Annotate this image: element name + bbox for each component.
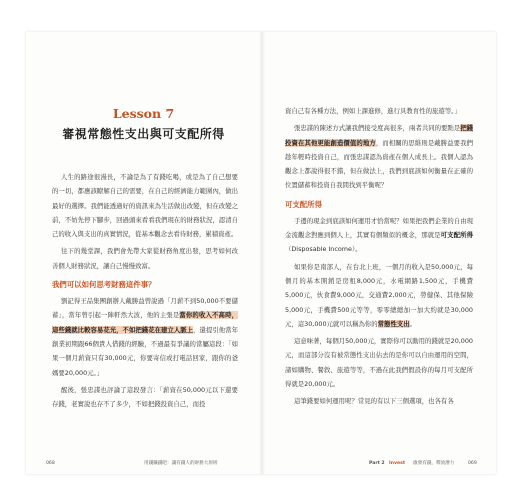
- lesson-number: Lesson 7: [112, 106, 175, 121]
- right-footer-part: Part 2: [369, 461, 385, 466]
- right-footer-invest: Invest: [389, 461, 406, 466]
- body-paragraph-2: 醒後，張忠謀也評論了這段發言：「薪資在50,000元以下還要存錢，老實說也存不了多少，不如把錢投資自己，而投: [52, 385, 238, 409]
- right-footer-title: 啟發有錢，釋放潛力: [413, 461, 455, 466]
- lesson-title: 審視常態性支出與可支配所得: [62, 127, 225, 141]
- intro-paragraph: 人生的路途很漫長，不論是為了有錢吃喝，或是為了自己想要的一切，都應該瞭解自己的需要，在自己的經濟能力範圍內，做出最好的選擇。我們能透過好的資訊來為生活做出改變，但在改變之前，不妨先停下腳步，回過頭來看看我們現在的財務狀況，認清自己的收入與支出的真實情況，從基本觀念去看待財務，累積資產。: [52, 173, 238, 239]
- highlight-text: 常態性支出: [377, 319, 410, 328]
- right-paragraph-5: 這筆錢要如何運用呢？常見的有以下三個選項，也各有各: [293, 397, 454, 406]
- right-paragraph-3: 如果你是南部人，在台北上班，一個月的收入是50,000元，每個月的基本開銷是房租8,000元，水電網路1,500元，手機費5,000元，伙食費9,000元，交通費2,000元，勞健保、其他保險5,000元，手機費500元等等，零零總總加一加大約就是30,000元，這30,000元就可以稱為你的常態性支出。: [285, 262, 473, 328]
- term-bold: 可支配所得: [440, 231, 474, 240]
- book-spread: [26, 32, 496, 474]
- highlight-text: 當你的收入不高時，這些錢就比較容易花光，不如把錢花在建立人脈上: [52, 311, 238, 334]
- section-subhead: 可支配所得: [285, 199, 322, 209]
- right-paragraph-0: 資自己有各種方法，例如上課進修，進行具教育性的旅遊等。」: [285, 107, 461, 115]
- left-footer-page-number: 068: [46, 461, 55, 466]
- left-page: [26, 32, 261, 474]
- right-paragraph-1: 張忠謀的陳述方式讓我們接受度高很多，兩者共同的要點是把錢投資在其他更能創造價值的地方，而相關的思維則是戴勝益要我們趁年輕時投資自己，而張忠謀認為資產在個人成長上。我個人認為觀念上都說得很不錯，但在做法上，我們到底該如何衡量在正確的位置儲蓄和投資自我間找到平衡呢？: [285, 124, 474, 190]
- left-footer-title: 用錢賺錢吧：讓有錢人的財務大原則: [144, 461, 218, 466]
- section-subhead: 我們可以如何思考財務這件事？: [52, 280, 156, 290]
- right-footer-page-number: 069: [468, 461, 477, 466]
- highlight-text: 把錢投資在其他更能創造價值的地方: [285, 124, 474, 147]
- right-body: [285, 104, 473, 412]
- intro-paragraph-2: 往下的幾堂課，我們會先帶大家從財務角度出發，思考如何改善個人財務狀況，讓自己慢慢致富。: [52, 247, 238, 270]
- right-page: [261, 32, 496, 474]
- right-paragraph-2: 手邊的現金到底該如何運用才恰當呢？如果把我們企業的自由現金流觀念對應到個人上，其實有個類似的概念，那就是可支配所得（Disposable Income）。: [285, 216, 474, 254]
- body-paragraph-1: 劉記得王品集團創辦人戴勝益曾說過「月薪不到50,000不要儲蓄」，當年曾引起一陣軒然大波，他的主張是當你的收入不高時，這些錢就比較容易花光，不如把錢花在建立人脈上，還提引他當年創業初期跟66個貴人借錢的經驗，不過最有爭議的當屬這段：「如果一個月薪資只有30,000元，你要寄信或打電話回家，跟你的爸媽要20,000元。」: [52, 297, 239, 377]
- right-paragraph-4: 這意味著，每個月50,000元，實際你可以動用的錢就是20,000元，而這部分沒有被常態性支出佔去的是你可以自由運用的空間，諸如購物、餐敘、旅遊等等，不過在此我們假設你的每月可支配所得就是20,000元。: [285, 337, 473, 389]
- left-body: [52, 170, 238, 414]
